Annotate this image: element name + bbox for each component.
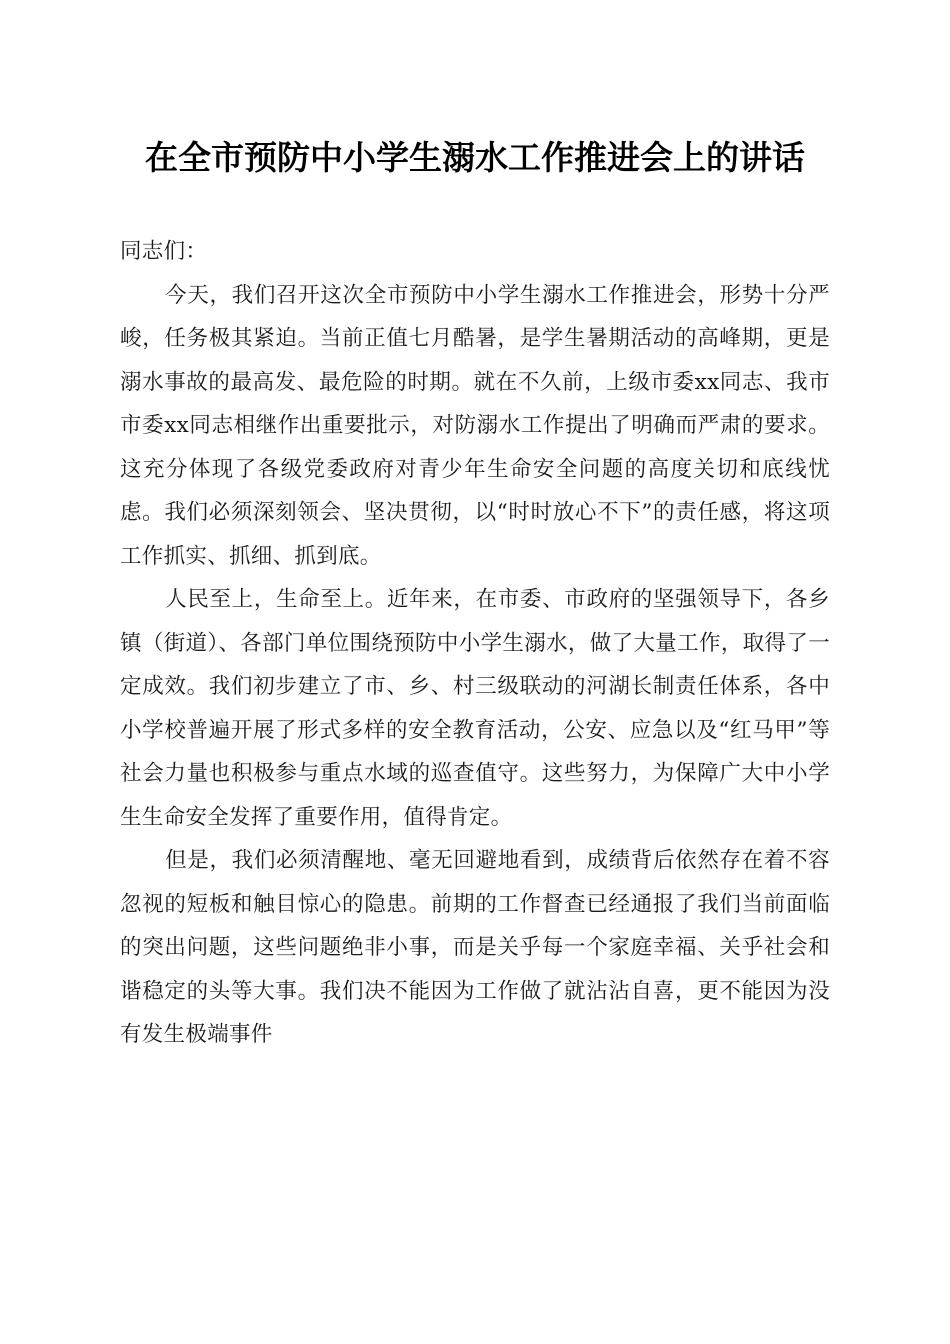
- paragraph-2: 人民至上，生命至上。近年来，在市委、市政府的坚强领导下，各乡镇（街道）、各部门单位围绕预防中小学生溺水，做了大量工作，取得了一定成效。我们初步建立了市、乡、村三级联动的河湖长制责任体系，各中小学校普遍开展了形式多样的安全教育活动，公安、应急以及“红马甲”等社会力量也积极参与重点水域的巡查值守。这些努力，为保障广大中小学生生命安全发挥了重要作用，值得肯定。: [120, 587, 830, 830]
- paragraph-3: 但是，我们必须清醒地、毫无回避地看到，成绩背后依然存在着不容忽视的短板和触目惊心的隐患。前期的工作督查已经通报了我们当前面临的突出问题，这些问题绝非小事，而是关乎每一个家庭幸福、关乎社会和谐稳定的头等大事。我们决不能因为工作做了就沾沾自喜，更不能因为没有发生极端事件: [120, 848, 830, 1047]
- paragraph-1: 今天，我们召开这次全市预防中小学生溺水工作推进会，形势十分严峻，任务极其紧迫。当前正值七月酷暑，是学生暑期活动的高峰期，更是溺水事故的最高发、最危险的时期。就在不久前，上级市委xx同志、我市市委xx同志相继作出重要批示，对防溺水工作提出了明确而严肃的要求。这充分体现了各级党委政府对青少年生命安全问题的高度关切和底线忧虑。我们必须深刻领会、坚决贯彻，以“时时放心不下”的责任感，将这项工作抓实、抓细、抓到底。: [120, 282, 830, 569]
- salutation: 同志们：: [120, 239, 208, 264]
- document-body: [120, 230, 830, 1057]
- document-title: 在全市预防中小学生溺水工作推进会上的讲话: [145, 138, 805, 177]
